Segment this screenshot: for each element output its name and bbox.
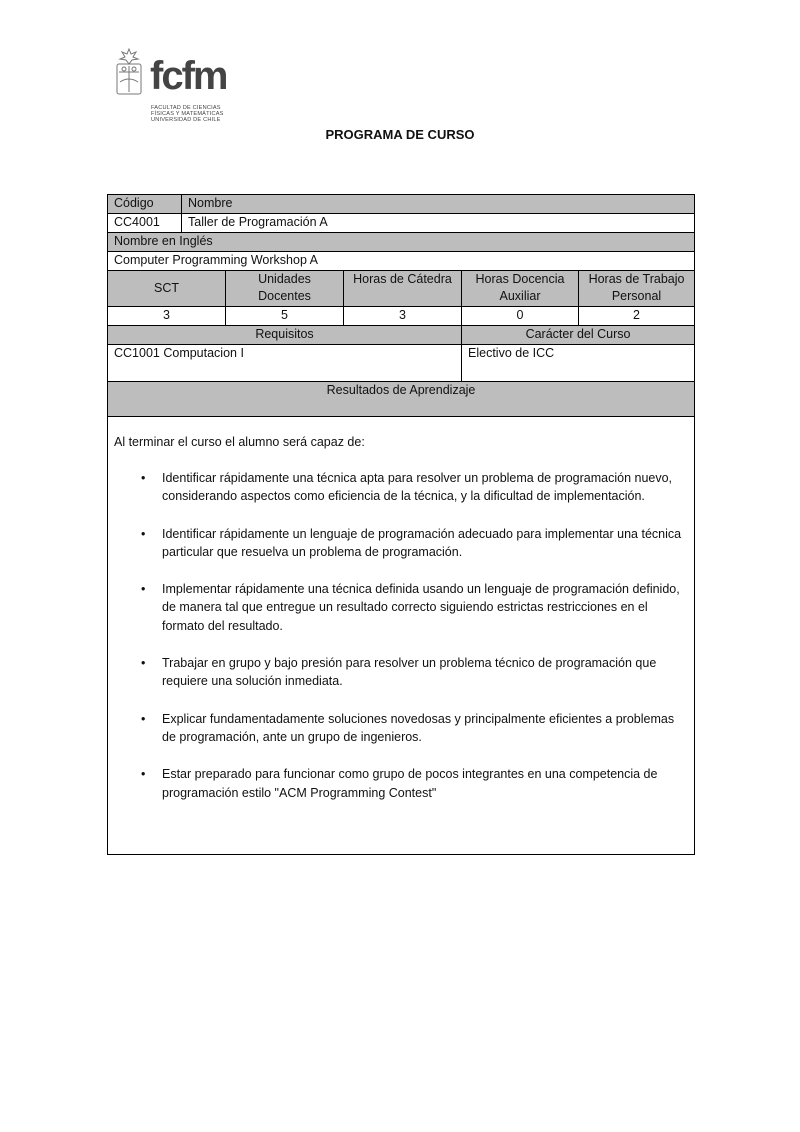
list-item: • Implementar rápidamente una técnica definida usando un lenguaje de programación definido, de manera tal que entregue un resultado correcto siguiendo estrictas restricciones en el formato del resultado. [141, 582, 680, 633]
bullet-icon: • [141, 767, 146, 782]
name-label: Nombre [182, 195, 695, 214]
requirements-value: CC1001 Computacion I [108, 345, 462, 382]
english-name-label: Nombre en Inglés [108, 233, 695, 252]
table-row [108, 252, 695, 271]
hours-value-auxiliar: 0 [462, 307, 579, 326]
table-row [108, 214, 695, 233]
list-item: • Trabajar en grupo y bajo presión para resolver un problema técnico de programación que requiere una solución inmediata. [141, 656, 657, 689]
table-row [108, 307, 695, 326]
table-row [108, 195, 695, 214]
learning-outcomes-cell [108, 417, 695, 855]
page-title: PROGRAMA DE CURSO [325, 127, 475, 142]
logo-wordmark: fcfm [150, 54, 227, 98]
list-item: • Estar preparado para funcionar como grupo de pocos integrantes en una competencia de programación estilo "ACM Programming Contest" [141, 767, 658, 800]
hours-header-personal: Horas de Trabajo Personal [579, 271, 695, 307]
hours-value-sct: 3 [108, 307, 226, 326]
hours-header-sct: SCT [108, 271, 226, 307]
hours-value-unidades: 5 [226, 307, 344, 326]
bullet-icon: • [141, 582, 146, 597]
hours-header-auxiliar: Horas Docencia Auxiliar [462, 271, 579, 307]
course-code: CC4001 [108, 214, 182, 233]
course-program-table [107, 194, 695, 855]
university-seal-icon [114, 48, 144, 98]
course-name: Taller de Programación A [182, 214, 695, 233]
character-label: Carácter del Curso [462, 326, 695, 345]
bullet-icon: • [141, 656, 146, 671]
fcfm-logo [114, 48, 244, 128]
table-row [108, 271, 695, 307]
list-item: • Explicar fundamentadamente soluciones novedosas y principalmente eficientes a problemas de programación, ante un grupo de ingenieros. [141, 711, 675, 744]
learning-intro: Al terminar el curso el alumno será capaz de: [114, 435, 365, 449]
learning-outcomes-label: Resultados de Aprendizaje [108, 382, 695, 417]
table-row [108, 345, 695, 382]
bullet-icon: • [141, 526, 146, 541]
english-name: Computer Programming Workshop A [108, 252, 695, 271]
hours-header-catedra: Horas de Cátedra [344, 271, 462, 307]
table-row [108, 326, 695, 345]
learning-outcomes-list [114, 469, 688, 802]
list-item: • Identificar rápidamente un lenguaje de programación adecuado para implementar una técnica particular que resuelva un problema de programación. [141, 526, 682, 559]
logo-subtitle: FACULTAD DE CIENCIAS FÍSICAS Y MATEMÁTICAS UNIVERSIDAD DE CHILE [151, 105, 224, 123]
list-item: • Identificar rápidamente una técnica apta para resolver un problema de programación nuevo, considerando aspectos como eficiencia de la técnica, y la dificultad de implementación. [141, 471, 673, 504]
bullet-icon: • [141, 471, 146, 485]
hours-header-unidades: Unidades Docentes [226, 271, 344, 307]
character-value: Electivo de ICC [462, 345, 695, 382]
code-label: Código [108, 195, 182, 214]
table-row [108, 417, 695, 855]
table-row [108, 382, 695, 417]
bullet-icon: • [141, 711, 146, 726]
hours-value-catedra: 3 [344, 307, 462, 326]
requirements-label: Requisitos [108, 326, 462, 345]
hours-value-personal: 2 [579, 307, 695, 326]
table-row [108, 233, 695, 252]
